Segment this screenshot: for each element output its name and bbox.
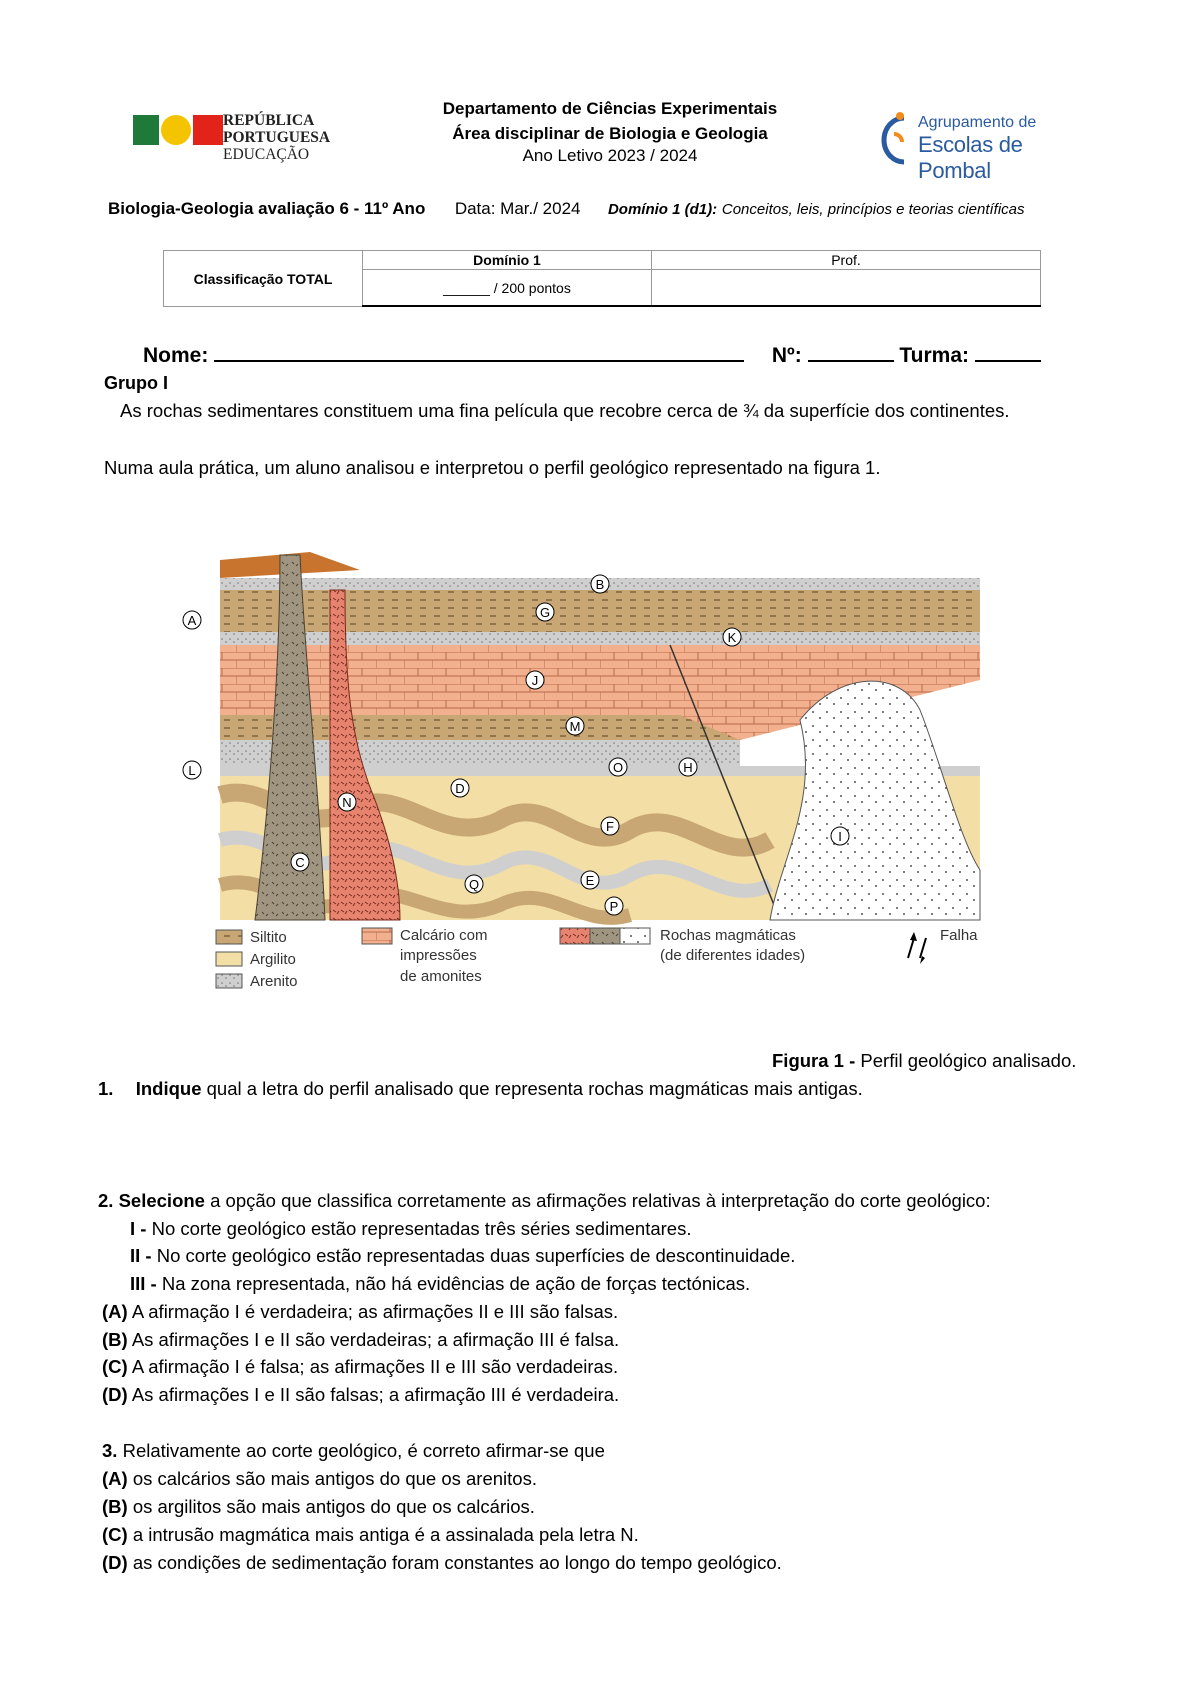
legend-calcario-l2: impressões (400, 947, 477, 964)
legend-swatch-mag-I (620, 928, 650, 944)
svg-text:Q: Q (468, 877, 480, 892)
department-title: Departamento de Ciências Experimentais (442, 99, 778, 118)
svg-text:F: F (606, 819, 614, 834)
q3-number: 3. (102, 1440, 118, 1461)
letter-P (605, 897, 623, 915)
q3-option-d[interactable]: (D) as condições de sedimentação foram constantes ao longo do tempo geológico. (102, 1552, 782, 1573)
q2-option-c[interactable]: (C) A afirmação I é falsa; as afirmações II e III são verdadeiras. (102, 1356, 619, 1377)
svg-text:P: P (609, 899, 619, 914)
logo-text-line3: EDUCAÇÃO (223, 146, 310, 163)
school-year: Ano Letivo 2023 / 2024 (522, 146, 698, 165)
score-field[interactable]: ______ / 200 pontos (363, 270, 652, 307)
q2-number: 2. (98, 1190, 114, 1211)
header-titles (360, 96, 860, 166)
q2-option-a[interactable]: (A) A afirmação I é verdadeira; as afirmações II e III são falsas. (102, 1301, 619, 1322)
agrupamento-line1: Agrupamento de (918, 114, 1037, 131)
total-classification-label: Classificação TOTAL (164, 270, 363, 307)
q3-option-a[interactable]: (A) os calcários são mais antigos do que os arenitos. (102, 1468, 537, 1489)
q3-option-b[interactable]: (B) os argilitos são mais antigos do que os calcários. (102, 1496, 535, 1517)
group-context: Numa aula prática, um aluno analisou e interpretou o perfil geológico representado na figura 1. (104, 457, 881, 478)
agrupamento-logo (880, 108, 1090, 183)
group-intro: As rochas sedimentares constituem uma fina película que recobre cerca de ¾ da superfície dos continentes. (120, 400, 1010, 421)
domain-column-header: Domínio 1 (363, 251, 652, 270)
figure-caption (772, 1050, 1076, 1072)
legend-swatch-arenito (216, 974, 242, 988)
legend-magmaticas-l2: (de diferentes idades) (660, 947, 806, 964)
q3-text: Relativamente ao corte geológico, é correto afirmar-se que (122, 1440, 605, 1461)
letter-H (679, 758, 697, 776)
prof-signature-field[interactable] (652, 270, 1041, 307)
svg-text:B: B (595, 577, 605, 592)
letter-C (291, 853, 309, 871)
legend-falha: Falha (940, 927, 978, 944)
q2-option-d[interactable]: (D) As afirmações I e II são falsas; a afirmação III é verdadeira. (102, 1384, 620, 1405)
letter-B (591, 575, 609, 593)
number-field[interactable] (808, 342, 894, 362)
q2-statement: I - No corte geológico estão representadas três séries sedimentares. (130, 1218, 692, 1239)
exam-title: Biologia-Geologia avaliação 6 - 11º Ano (108, 199, 426, 218)
svg-text:N: N (342, 795, 352, 810)
q3-option-c[interactable]: (C) a intrusão magmática mais antiga é a assinalada pela letra N. (102, 1524, 639, 1545)
classification-table (163, 250, 1041, 307)
letter-N (338, 793, 356, 811)
letter-Q (465, 875, 483, 893)
letter-M (566, 717, 584, 735)
q2-statement: III - Na zona representada, não há evidências de ação de forças tectónicas. (130, 1273, 751, 1294)
flag-yellow-circle (161, 115, 191, 145)
question-1 (98, 1078, 863, 1100)
flag-green-square (133, 115, 159, 145)
caption-label: Figura 1 - (772, 1050, 856, 1071)
class-label: Turma: (899, 344, 970, 367)
legend-swatch-calcario (362, 928, 392, 944)
letter-O (609, 758, 627, 776)
question-2 (98, 1190, 991, 1212)
republica-portuguesa-logo (133, 110, 343, 170)
fault-arrows-icon (908, 932, 926, 964)
legend-swatch-argilito (216, 952, 242, 966)
legend-arenito: Arenito (250, 973, 298, 990)
q1-number: 1. (98, 1078, 114, 1099)
q1-verb: Indique (135, 1078, 202, 1099)
domain-description: Conceitos, leis, princípios e teorias científicas (721, 201, 1025, 218)
q2-text: a opção que classifica corretamente as afirmações relativas à interpretação do corte geológico: (210, 1190, 991, 1211)
class-field[interactable] (975, 342, 1041, 362)
svg-text:D: D (455, 781, 465, 796)
logo-text-line2: PORTUGUESA (223, 129, 331, 146)
legend-calcario-l1: Calcário com (400, 927, 488, 944)
svg-text:G: G (539, 605, 551, 620)
legend-swatch-mag-N (560, 928, 590, 944)
legend-siltito: Siltito (250, 929, 287, 946)
svg-text:H: H (683, 760, 693, 775)
svg-text:I: I (838, 829, 842, 844)
svg-text:L: L (188, 763, 196, 778)
letter-A (183, 611, 201, 629)
legend-argilito: Argilito (250, 951, 296, 968)
domain-label: Domínio 1 (d1): (607, 201, 718, 218)
svg-text:A: A (187, 613, 197, 628)
letter-I (831, 827, 849, 845)
agrupamento-emblem-icon (880, 108, 914, 166)
q1-text: qual a letra do perfil analisado que representa rochas magmáticas mais antigas. (206, 1078, 863, 1099)
q2-verb: Selecione (118, 1190, 205, 1211)
legend-calcario-l3: de amonites (400, 968, 482, 985)
legend-swatch-siltito (216, 930, 242, 944)
letter-J (526, 671, 544, 689)
svg-text:E: E (585, 873, 595, 888)
area-title: Área disciplinar de Biologia e Geologia (452, 124, 768, 143)
q2-statement: II - No corte geológico estão representadas duas superfícies de descontinuidade. (130, 1245, 796, 1266)
letter-K (723, 628, 741, 646)
prof-column-header: Prof. (652, 251, 1041, 270)
svg-text:M: M (569, 719, 581, 734)
letter-L (183, 761, 201, 779)
svg-text:K: K (727, 630, 737, 645)
logo-text-line1: REPÚBLICA (223, 112, 315, 129)
question-3 (102, 1440, 605, 1462)
agrupamento-line2: Escolas de Pombal (918, 132, 1023, 183)
svg-text:O: O (612, 760, 624, 775)
legend-swatch-mag-C (590, 928, 620, 944)
name-field[interactable] (214, 342, 744, 362)
group-title: Grupo I (104, 373, 168, 393)
q2-option-b[interactable]: (B) As afirmações I e II são verdadeiras; a afirmação III é falsa. (102, 1329, 620, 1350)
flag-red-square (193, 115, 223, 145)
svg-text:C: C (295, 855, 305, 870)
letter-G (536, 603, 554, 621)
svg-text:J: J (531, 673, 539, 688)
letter-E (581, 871, 599, 889)
exam-date: Data: Mar./ 2024 (454, 199, 581, 218)
caption-text: Perfil geológico analisado. (860, 1050, 1077, 1071)
student-id-line (143, 342, 1041, 368)
number-label: Nº: (771, 344, 802, 367)
exam-info-line (108, 199, 1108, 219)
legend-magmaticas-l1: Rochas magmáticas (660, 927, 796, 944)
name-label: Nome: (143, 344, 209, 367)
letter-D (451, 779, 469, 797)
letter-F (601, 817, 619, 835)
geological-profile-figure (180, 540, 1010, 1010)
